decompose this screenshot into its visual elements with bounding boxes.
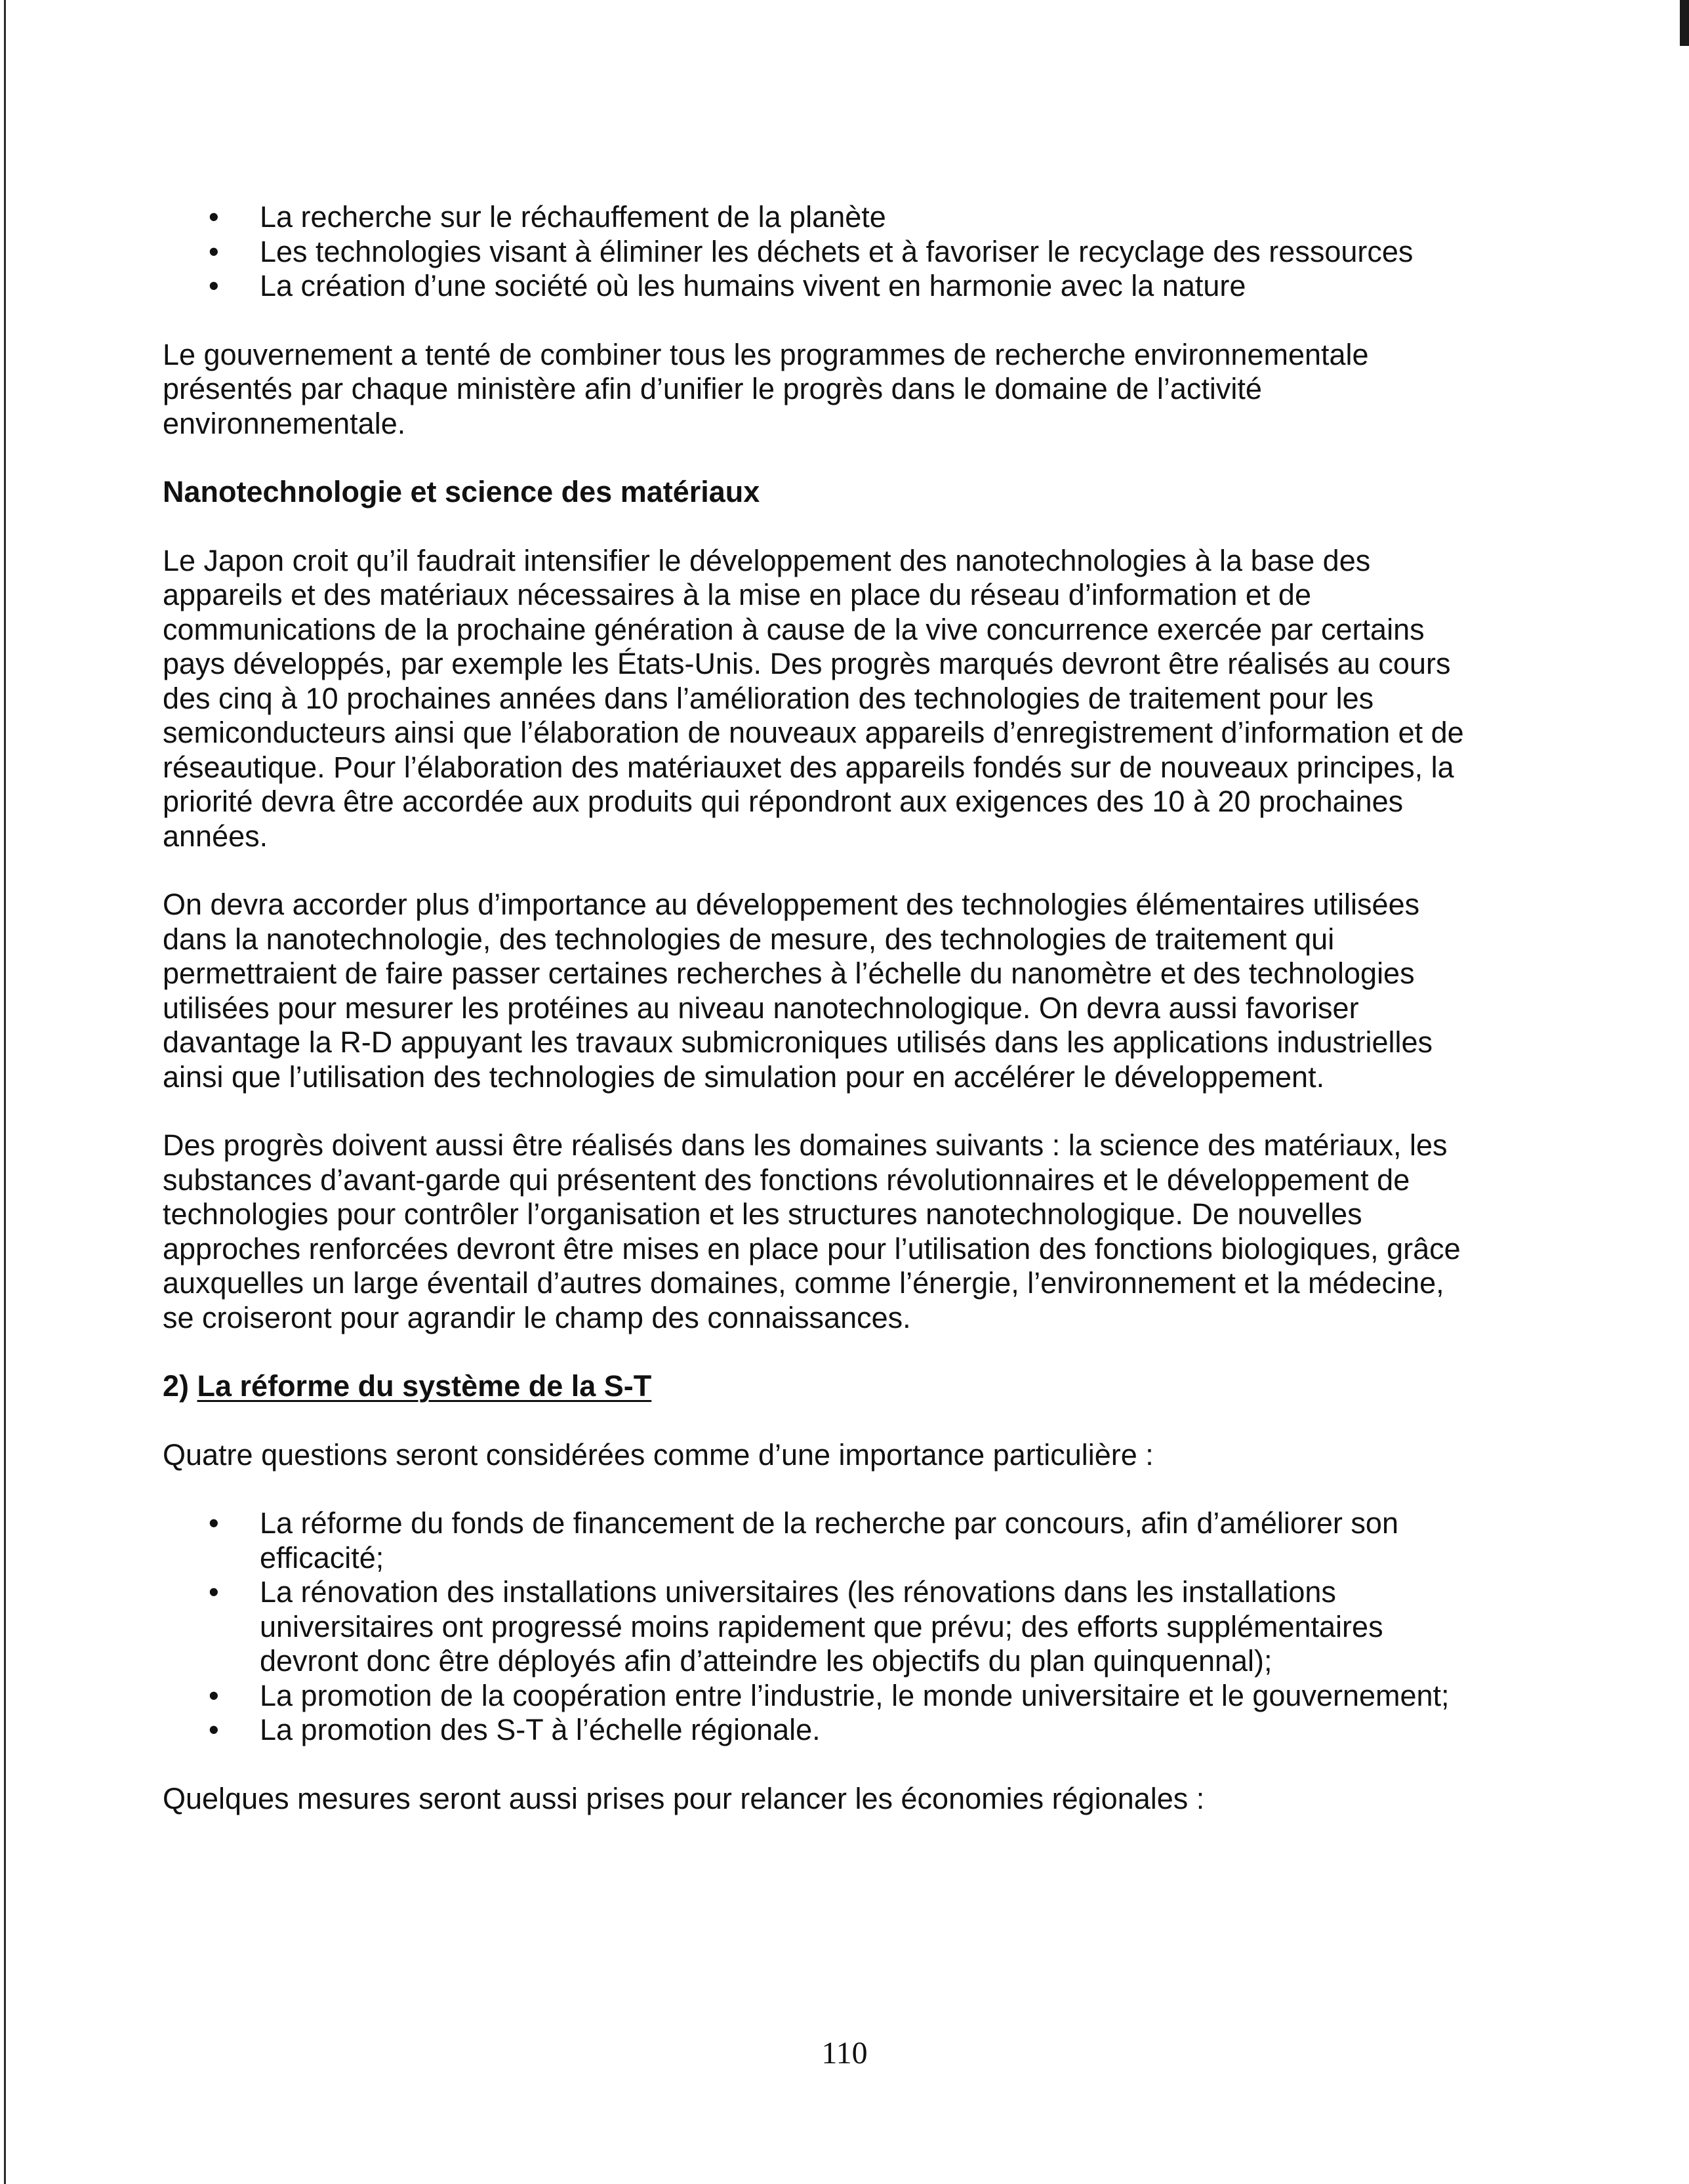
scan-border-right [1680, 0, 1689, 46]
bullet-icon: • [209, 1713, 219, 1746]
list-item [163, 1506, 1475, 1575]
bullet-icon: • [209, 234, 219, 268]
list-item-text: La recherche sur le réchauffement de la planète [260, 200, 886, 234]
list-item [163, 1679, 1475, 1714]
list-item-text: La promotion de la coopération entre l’industrie, le monde universitaire et le gouvernement; [260, 1678, 1450, 1712]
bullet-icon: • [209, 1575, 219, 1609]
bullet-list-environment [163, 200, 1475, 304]
section-title: La réforme du système de la S-T [197, 1369, 652, 1403]
page-number: 110 [821, 2036, 868, 2071]
section-heading-nanotechnologie: Nanotechnologie et science des matériaux [163, 475, 760, 508]
paragraph-gouvernement: Le gouvernement a tenté de combiner tous les programmes de recherche environnementale présentés par chaque ministère afin d’unifier le progrès dans le domaine de l’activité environnementale. [163, 337, 1369, 440]
paragraph-nano-2: On devra accorder plus d’importance au développement des technologies élémentaires utilisées dans la nanotechnologie, des technologies de mesure, des technologies de traitement qui permettraient de faire passer certaines recherches à l’échelle du nanomètre et des technologies utilisées pour mesurer les protéines au niveau nanotechnologique. On devra aussi favoriser davantage la R-D appuyant les travaux submicroniques utilisés dans les applications industrielles ainsi que l’utilisation des technologies de simulation pour en accélérer le développement. [163, 888, 1433, 1094]
list-item [163, 1575, 1475, 1679]
paragraph-quatre-questions: Quatre questions seront considérées comme d’une importance particulière : [163, 1437, 1154, 1472]
paragraph-nano-3: Des progrès doivent aussi être réalisés dans les domaines suivants : la science des matériaux, les substances d’avant-garde qui présentent des fonctions révolutionnaires et le développement de technologies pour contrôler l’organisation et les structures nanotechnologique. De nouvelles approches renforcées devront être mises en place pour l’utilisation des fonctions biologiques, grâce auxquelles un large éventail d’autres domaines, comme l’énergie, l’environnement et la médecine, se croiseront pour agrandir le champ des connaissances. [163, 1128, 1461, 1334]
page-content [163, 200, 1475, 1816]
list-item-text: La création d’une société où les humains vivent en harmonie avec la nature [260, 269, 1246, 302]
bullet-icon: • [209, 200, 219, 234]
scan-border-left [4, 0, 6, 2184]
section-number: 2) [163, 1369, 190, 1403]
list-item [163, 200, 1475, 235]
bullet-icon: • [209, 1678, 219, 1712]
list-item-text: La promotion des S-T à l’échelle régionale. [260, 1713, 821, 1746]
list-item-text: La réforme du fonds de financement de la recherche par concours, afin d’améliorer son efficacité; [260, 1506, 1398, 1575]
bullet-icon: • [209, 1506, 219, 1540]
list-item-text: La rénovation des installations universitaires (les rénovations dans les installations universitaires ont progressé moins rapidement que prévu; des efforts supplémentaires devront donc être déployés afin d’atteindre les objectifs du plan quinquennal); [260, 1575, 1383, 1678]
list-item [163, 1713, 1475, 1748]
paragraph-nano-1: Le Japon croit qu’il faudrait intensifier le développement des nanotechnologies à la base des appareils et des matériaux nécessaires à la mise en place du réseau d’information et de communications de la prochaine génération à cause de la vive concurrence exercée par certains pays développés, par exemple les États-Unis. Des progrès marqués devront être réalisés au cours des cinq à 10 prochaines années dans l’amélioration des technologies de traitement pour les semiconducteurs ainsi que l’élaboration de nouveaux appareils d’enregistrement d’information et de réseautique. Pour l’élaboration des matériauxet des appareils fondés sur de nouveaux principes, la priorité devra être accordée aux produits qui répondront aux exigences des 10 à 20 prochaines années. [163, 543, 1464, 853]
list-item-text: Les technologies visant à éliminer les déchets et à favoriser le recyclage des ressources [260, 234, 1414, 268]
list-item [163, 269, 1475, 304]
list-item [163, 235, 1475, 270]
paragraph-quelques-mesures: Quelques mesures seront aussi prises pour relancer les économies régionales : [163, 1781, 1205, 1815]
bullet-icon: • [209, 269, 219, 302]
section-heading-reforme [163, 1369, 1475, 1404]
bullet-list-reforme [163, 1506, 1475, 1748]
